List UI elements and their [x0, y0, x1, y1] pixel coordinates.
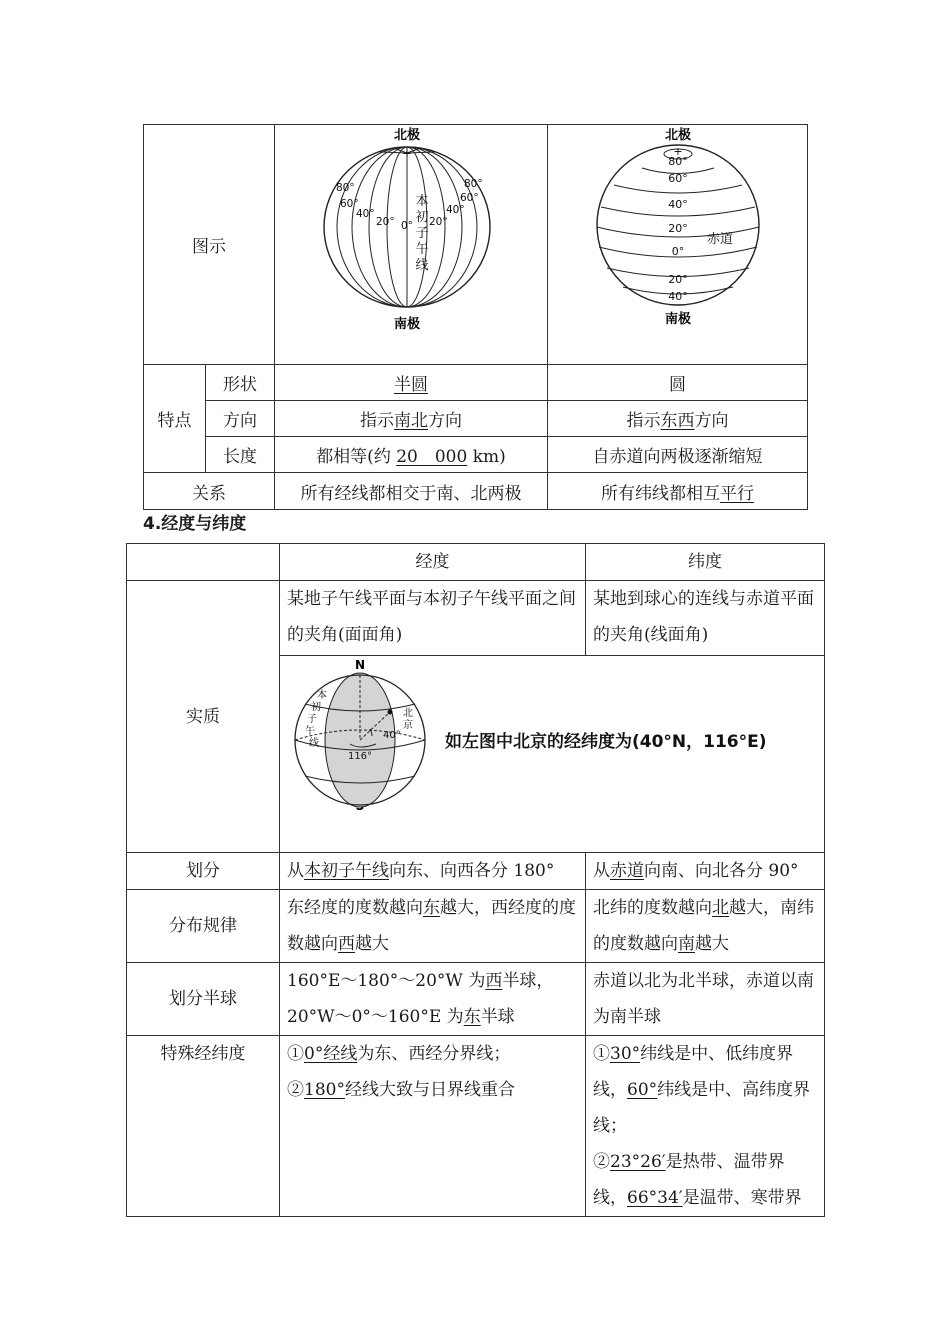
prime-meridian-char: 午	[414, 242, 429, 257]
meridian-label: 40°	[355, 208, 375, 220]
south-pole-label: 南极	[393, 317, 420, 332]
parallel-globe-cell	[548, 125, 808, 365]
direction-meridian: 指示南北方向	[275, 401, 548, 437]
prime-meridian-char: 子	[414, 226, 429, 241]
prime-meridian-char: 本	[317, 690, 327, 701]
parallel-label: 20°	[667, 273, 688, 286]
meridian-label: 20°	[428, 216, 448, 228]
meridian-label: 40°	[445, 204, 465, 216]
division-latitude: 从赤道向南、向北各分 90°	[586, 853, 825, 890]
row-label-essence: 实质	[127, 581, 280, 853]
hemisphere-longitude: 160°E～180°～20°W 为西半球， 20°W～0°～160°E 为东半球	[280, 963, 586, 1036]
beijing-caption: 如左图中北京的经纬度为(40°N，116°E)	[445, 732, 767, 752]
parallel-label: 20°	[667, 222, 688, 235]
header-latitude: 纬度	[586, 544, 825, 581]
special-latitude: ①30°纬线是中、低纬度界线，60°纬线是中、高纬度界线； ②23°26′是热带、温带界线，66°34′是温带、寒带界	[586, 1036, 825, 1217]
essence-diagram-cell	[280, 656, 825, 853]
hemisphere-latitude: 赤道以北为北半球，赤道以南为南半球	[586, 963, 825, 1036]
meridian-label: 60°	[459, 192, 479, 204]
shape-parallel: 圆	[548, 365, 808, 401]
parallel-label: 60°	[667, 172, 688, 185]
distribution-longitude: 东经度的度数越向东越大，西经度的度数越向西越大	[280, 890, 586, 963]
meridian-parallel-table	[143, 124, 808, 510]
relation-meridian: 所有经线都相交于南、北两极	[275, 473, 548, 510]
parallel-globe-diagram	[549, 125, 807, 359]
special-longitude: ①0°经线为东、西经分界线； ②180°经线大致与日界线重合	[280, 1036, 586, 1217]
north-pole-label: 北极	[664, 128, 691, 143]
shape-meridian: 半圆	[275, 365, 548, 401]
meridian-label: 0°	[400, 220, 413, 232]
row-label-length: 长度	[206, 437, 275, 473]
row-label-relation: 关系	[144, 473, 275, 510]
division-longitude: 从本初子午线向东、向西各分 180°	[280, 853, 586, 890]
meridian-label: 60°	[339, 198, 359, 210]
prime-meridian-char: 线	[309, 738, 319, 749]
essence-longitude: 某地子午线平面与本初子午线平面之间的夹角(面面角)	[280, 581, 586, 656]
prime-meridian-char: 午	[305, 726, 315, 737]
row-label-special: 特殊经纬度	[127, 1036, 280, 1217]
longitude-latitude-table	[126, 543, 825, 1217]
parallel-label: 80°	[667, 155, 688, 168]
row-label-shape: 形状	[206, 365, 275, 401]
relation-parallel: 所有纬线都相互平行	[548, 473, 808, 510]
header-empty-cell	[127, 544, 280, 581]
length-parallel: 自赤道向两极逐渐缩短	[548, 437, 808, 473]
meridian-label: 80°	[335, 182, 355, 194]
parallel-label: 0°	[671, 245, 684, 258]
beijing-char: 京	[403, 720, 413, 731]
angle-40-label: 40°	[383, 730, 401, 741]
row-label-division: 划分	[127, 853, 280, 890]
row-label-diagram: 图示	[144, 125, 275, 365]
parallel-label: 40°	[667, 198, 688, 211]
meridian-globe-cell	[275, 125, 548, 365]
prime-meridian-char: 初	[311, 702, 321, 713]
beijing-coordinate-diagram	[280, 656, 824, 839]
beijing-char: 北	[403, 708, 413, 719]
prime-meridian-char: 线	[414, 258, 429, 273]
prime-meridian-char: 初	[414, 210, 429, 225]
north-pole-label: 北极	[393, 128, 420, 143]
meridian-label: 20°	[375, 216, 395, 228]
south-pole-label: 南极	[664, 312, 691, 327]
angle-116-label: 116°	[347, 751, 373, 762]
section-title: 4.经度与纬度	[143, 514, 247, 534]
row-label-direction: 方向	[206, 401, 275, 437]
prime-meridian-char: 子	[307, 714, 317, 725]
meridian-label: 80°	[463, 178, 483, 190]
direction-parallel: 指示东西方向	[548, 401, 808, 437]
meridian-globe-diagram	[276, 125, 547, 359]
svg-text:+: +	[401, 147, 412, 160]
row-label-distribution: 分布规律	[127, 890, 280, 963]
row-label-features: 特点	[144, 365, 206, 473]
equator-label: 赤道	[706, 232, 733, 247]
distribution-latitude: 北纬的度数越向北越大，南纬的度数越向南越大	[586, 890, 825, 963]
length-meridian: 都相等(约 20 000 km)	[275, 437, 548, 473]
row-label-hemisphere: 划分半球	[127, 963, 280, 1036]
header-longitude: 经度	[280, 544, 586, 581]
parallel-label: 40°	[667, 290, 688, 303]
north-label: N	[354, 658, 366, 672]
essence-latitude: 某地到球心的连线与赤道平面的夹角(线面角)	[586, 581, 825, 656]
svg-text:+: +	[672, 145, 683, 158]
prime-meridian-char: 本	[414, 194, 429, 209]
